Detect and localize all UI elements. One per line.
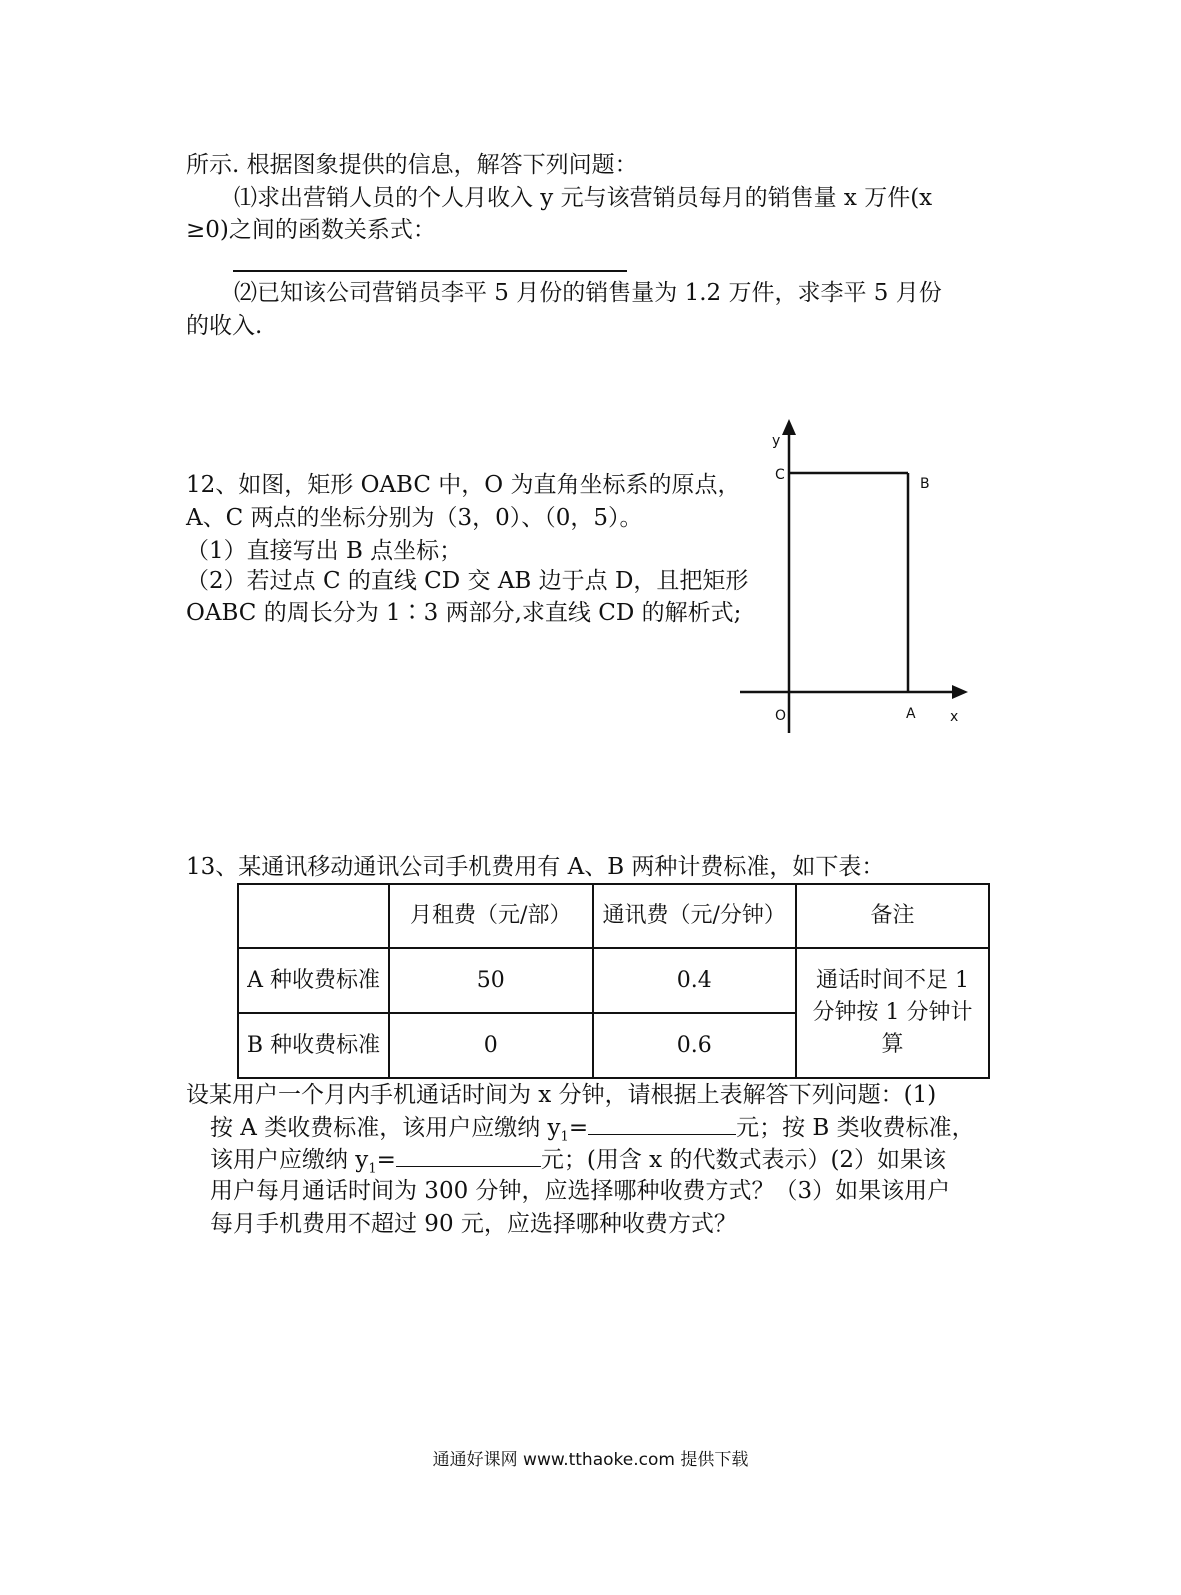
answer-rule <box>233 270 627 272</box>
row-label: B 种收费标准 <box>238 1013 389 1078</box>
rent-value: 0 <box>389 1013 592 1078</box>
call-value: 0.4 <box>593 948 796 1013</box>
table-header-cell: 备注 <box>796 884 989 948</box>
p11-line5: 的收入. <box>186 313 263 339</box>
p13-q-line5: 每月手机费用不超过 90 元，应选择哪种收费方式？ <box>210 1211 737 1237</box>
q2-eq: = <box>568 1115 589 1141</box>
q3-eq: = <box>376 1147 396 1173</box>
q2-text-a: 按 A 类收费标准，该用户应缴纳 y <box>210 1115 561 1141</box>
p12-line5: OABC 的周长分为 1∶3 两部分,求直线 CD 的解析式; <box>186 600 742 626</box>
p11-line1: 所示. 根据图象提供的信息，解答下列问题： <box>186 152 638 178</box>
p11-line4: ⑵已知该公司营销员李平 5 月份的销售量为 1.2 万件，求李平 5 月份 <box>234 280 942 306</box>
q2-text-c: 元；按 B 类收费标准， <box>736 1115 975 1141</box>
fee-table <box>237 883 990 1079</box>
table-header-cell: 月租费（元/部） <box>389 884 592 948</box>
p13-intro: 13、某通讯移动通讯公司手机费用有 A、B 两种计费标准，如下表： <box>186 854 885 880</box>
p11-line2: ⑴求出营销人员的个人月收入 y 元与该营销员每月的销售量 x 万件(x <box>234 185 933 211</box>
call-value: 0.6 <box>593 1013 796 1078</box>
p12-line1: 12、如图，矩形 OABC 中，O 为直角坐标系的原点， <box>186 472 741 498</box>
q3-subscript: 1 <box>368 1161 377 1177</box>
p13-q-line4: 用户每月通话时间为 300 分钟，应选择哪种收费方式？（3）如果该用户 <box>210 1178 951 1204</box>
table-row <box>238 948 989 1013</box>
label-y: y <box>772 433 781 449</box>
label-x: x <box>950 709 959 725</box>
label-o: O <box>775 708 787 724</box>
p13-q-line1: 设某用户一个月内手机通话时间为 x 分钟，请根据上表解答下列问题：(1) <box>186 1082 937 1108</box>
table-header-row <box>238 884 989 948</box>
row-label: A 种收费标准 <box>238 948 389 1013</box>
label-a: A <box>906 706 916 722</box>
answer-blank-b <box>396 1144 541 1167</box>
p11-line3: ≥0)之间的函数关系式： <box>186 217 436 243</box>
footer-source: 通通好课网 www.tthaoke.com 提供下载 <box>432 1450 749 1470</box>
table-header-cell <box>238 884 389 948</box>
rectangle-figure <box>730 415 980 745</box>
table-header-cell: 通讯费（元/分钟） <box>593 884 796 948</box>
q3-text-c: 元；(用含 x 的代数式表示）(2）如果该 <box>540 1147 947 1173</box>
answer-blank-a <box>588 1112 736 1135</box>
p12-line4: （2）若过点 C 的直线 CD 交 AB 边于点 D，且把矩形 <box>186 568 749 594</box>
label-b: B <box>920 476 930 492</box>
y-axis-arrow <box>782 419 796 435</box>
p12-line2: A、C 两点的坐标分别为（3，0）、（0，5）。 <box>186 505 643 531</box>
q2-subscript: 1 <box>560 1129 569 1145</box>
rent-value: 50 <box>389 948 592 1013</box>
q3-text-a: 该用户应缴纳 y <box>210 1147 369 1173</box>
remark-cell: 通话时间不足 1 分钟按 1 分钟计算 <box>796 948 989 1078</box>
label-c: C <box>775 467 785 483</box>
x-axis-arrow <box>952 685 968 699</box>
p12-line3: （1）直接写出 B 点坐标； <box>186 538 463 564</box>
